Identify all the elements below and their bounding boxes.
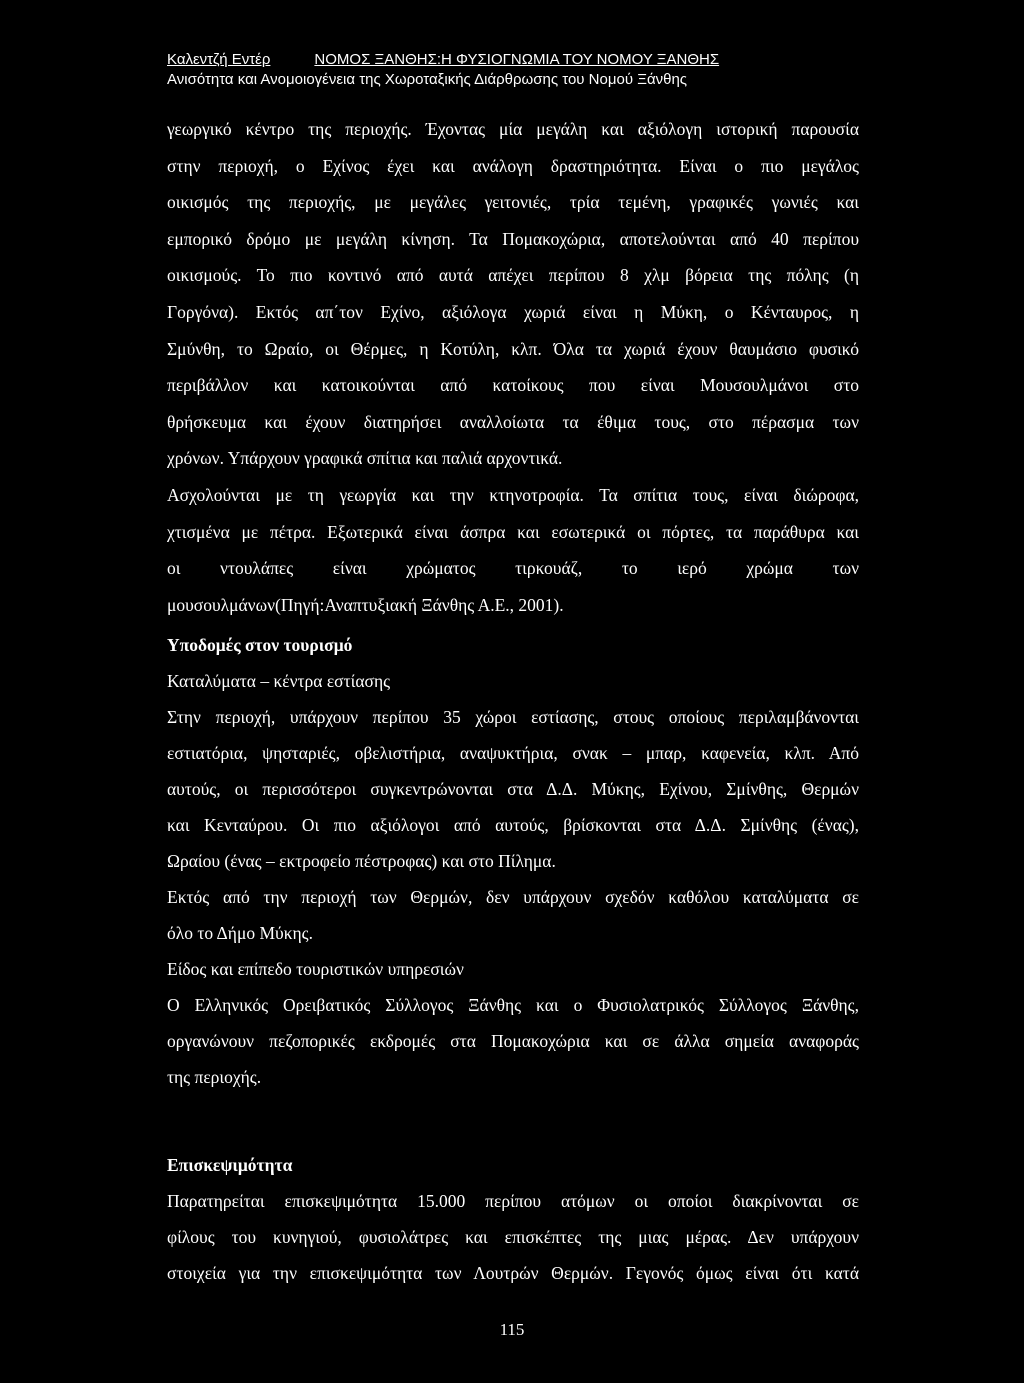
text-line: στοιχεία για την επισκεψιμότητα των Λουτρών Θερμών. Γεγονός όμως είναι ότι κατά: [167, 1263, 859, 1283]
text-line: οι ντουλάπες είναι χρώματος τιρκουάζ, το ιερό χρώμα των: [167, 558, 859, 579]
text-line: θρήσκευμα και έχουν διατηρήσει αναλλοίωτα τα έθιμα τους, στο πέρασμα των: [167, 411, 859, 432]
text-line: της περιοχής.: [167, 1067, 262, 1087]
section-title: Υποδομές στον τουρισμό: [167, 635, 353, 655]
text-line: στην περιοχή, ο Εχίνος έχει και ανάλογη δραστηριότητα. Είναι ο πιο μεγάλος: [167, 155, 859, 176]
text-line: χρόνων. Υπάρχουν γραφικά σπίτια και παλιά αρχοντικά.: [167, 448, 563, 469]
text-line: Παρατηρείται επισκεψιμότητα 15.000 περίπου ατόμων οι οποίοι διακρίνονται σε: [167, 1191, 859, 1211]
text-line: εμπορικό δρόμο με μεγάλη κίνηση. Τα Πομακοχώρια, αποτελούνται από 40 περίπου: [167, 228, 859, 249]
text-line: εστιατόρια, ψησταριές, οβελιστήρια, αναψυκτήρια, σνακ – μπαρ, καφενεία, κλπ. Από: [167, 743, 859, 763]
header-title: ΝΟΜΟΣ ΞΑΝΘΗΣ:Η ΦΥΣΙΟΓΝΩΜΙΑ ΤΟΥ ΝΟΜΟΥ ΞΑΝΘΗΣ: [314, 51, 720, 68]
text-line: Εκτός από την περιοχή των Θερμών, δεν υπάρχουν σχεδόν καθόλου καταλύματα σε: [167, 887, 859, 907]
text-line: αυτούς, οι περισσότεροι συγκεντρώνονται στα Δ.Δ. Μύκης, Εχίνου, Σμίνθης, Θερμών: [167, 779, 859, 799]
text-line: Στην περιοχή, υπάρχουν περίπου 35 χώροι εστίασης, στους οποίους περιλαμβάνονται: [167, 707, 859, 727]
text-line: και Κενταύρου. Οι πιο αξιόλογοι από αυτούς, βρίσκονται στα Δ.Δ. Σμίνθης (ένας),: [167, 815, 859, 835]
subsection-title: Καταλύματα – κέντρα εστίασης: [167, 671, 391, 691]
text-line: Ωραίου (ένας – εκτροφείο πέστροφας) και στο Πίλημα.: [167, 851, 556, 871]
visits-section: [167, 1147, 859, 1291]
intro-paragraph: [167, 111, 859, 623]
text-line: χτισμένα με πέτρα. Εξωτερικά είναι άσπρα και εσωτερικά οι πόρτες, τα παράθυρα και: [167, 521, 859, 542]
text-line: οικισμός της περιοχής, με μεγάλες γειτονιές, τρία τεμένη, γραφικές γωνιές και: [167, 192, 859, 213]
text-line: οικισμούς. Το πιο κοντινό από αυτά απέχει περίπου 8 χλμ βόρεια της πόλης (η: [167, 265, 859, 286]
text-line: Γοργόνα). Εκτός απ΄τον Εχίνο, αξιόλογα χωριά είναι η Μύκη, ο Κένταυρος, η: [167, 301, 859, 322]
text-line: οργανώνουν πεζοπορικές εκδρομές στα Πομακοχώρια και σε άλλα σημεία αναφοράς: [167, 1031, 859, 1051]
text-line: Σμύνθη, το Ωραίο, οι Θέρμες, η Κοτύλη, κλπ. Όλα τα χωριά έχουν θαυμάσιο φυσικό: [167, 338, 859, 359]
text-line: περιβάλλον και κατοικούνται από κατοίκους που είναι Μουσουλμάνοι στο: [167, 375, 859, 396]
header-top-line: [167, 50, 867, 70]
page-number: 115: [499, 1320, 525, 1339]
header-author: Καλεντζή Εντέρ: [167, 51, 271, 68]
text-line: Ο Ελληνικός Ορειβατικός Σύλλογος Ξάνθης και ο Φυσιολατρικός Σύλλογος Ξάνθης,: [167, 995, 859, 1015]
header-subtitle: Ανισότητα και Ανομοιογένεια της Χωροταξικής Διάρθρωσης του Νομού Ξάνθης: [167, 71, 688, 88]
section-title: Επισκεψιμότητα: [167, 1155, 293, 1175]
text-line: φίλους του κυνηγιού, φυσιολάτρες και επισκέπτες της μιας μέρας. Δεν υπάρχουν: [167, 1227, 859, 1247]
text-line: γεωργικό κέντρο της περιοχής. Έχοντας μία μεγάλη και αξιόλογη ιστορική παρουσία: [167, 119, 859, 139]
page-header: [167, 50, 867, 90]
tourism-section: [167, 627, 859, 1095]
subsection-title: Είδος και επίπεδο τουριστικών υπηρεσιών: [167, 959, 464, 979]
text-line: Ασχολούνται με τη γεωργία και την κτηνοτροφία. Τα σπίτια τους, είναι διώροφα,: [167, 484, 859, 505]
text-line: μουσουλμάνων(Πηγή:Αναπτυξιακή Ξάνθης Α.Ε., 2001).: [167, 594, 564, 615]
text-line: όλο το Δήμο Μύκης.: [167, 923, 313, 943]
